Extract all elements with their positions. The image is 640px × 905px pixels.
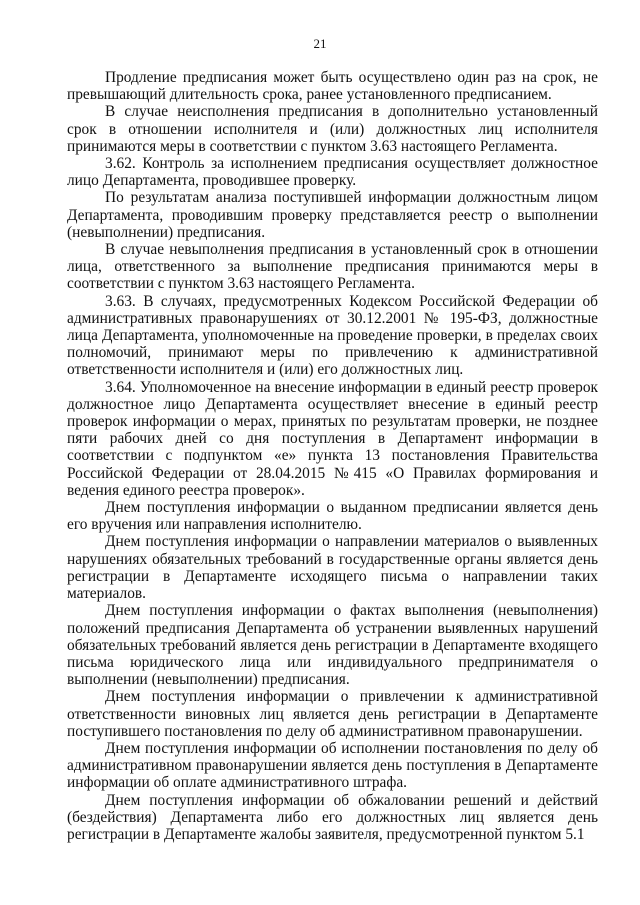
paragraph: В случае невыполнения предписания в установленный срок в отношении лица, ответственного за выполнение предписания принимаются меры в соответствии с пунктом 3.63 настоящего Регламента.	[67, 241, 598, 293]
paragraph: Днем поступления информации об обжаловании решений и действий (бездействия) Департамента либо его должностных лиц является день регистрации в Департаменте жалобы заявителя, предусмотренной пунктом 5.1	[67, 791, 598, 843]
paragraph: 3.63. В случаях, предусмотренных Кодексом Российской Федерации об административных правонарушениях от 30.12.2001 № 195-ФЗ, должностные лица Департамента, уполномоченные на проведение проверки, в пределах своих полномочий, принимают меры по привлечению к административной ответственности исполнителя и (или) его должностных лиц.	[67, 292, 598, 379]
paragraph: 3.64. Уполномоченное на внесение информации в единый реестр проверок должностное лицо Департамента осуществляет внесение в единый реестр проверок информации о мерах, принятых по результатам проверки, не позднее пяти рабочих дней со дня поступления в Департамент информации в соответствии с подпунктом «е» пункта 13 постановления Правительства Российской Федерации от 28.04.2015 №415 «О Правилах формирования и ведения единого реестра проверок».	[67, 378, 598, 499]
paragraph: Днем поступления информации о привлечении к административной ответственности виновных лиц является день регистрации в Департаменте поступившего постановления по делу об административном правонарушении.	[67, 688, 598, 740]
paragraph: В случае неисполнения предписания в дополнительно установленный срок в отношении исполнителя и (или) должностных лиц исполнителя принимаются меры в соответствии с пунктом 3.63 настоящего Регламента.	[67, 103, 598, 155]
paragraph: Днем поступления информации о направлении материалов о выявленных нарушениях обязательных требований в государственные органы является день регистрации в Департаменте исходящего письма о направлении таких материалов.	[67, 533, 598, 603]
paragraph: Продление предписания может быть осуществлено один раз на срок, не превышающий длительность срока, ранее установленного предписанием.	[67, 69, 598, 104]
body-text	[67, 69, 598, 843]
paragraph: Днем поступления информации о выданном предписании является день его вручения или направления исполнителю.	[67, 499, 598, 534]
paragraph: По результатам анализа поступившей информации должностным лицом Департамента, проводившим проверку представляется реестр о выполнении (невыполнении) предписания.	[67, 189, 598, 241]
paragraph: Днем поступления информации об исполнении постановления по делу об административном правонарушении является день поступления в Департаменте информации об оплате административного штрафа.	[67, 739, 598, 792]
page-number: 21	[313, 36, 327, 51]
paragraph: 3.62. Контроль за исполнением предписания осуществляет должностное лицо Департамента, проводившее проверку.	[67, 155, 598, 190]
paragraph: Днем поступления информации о фактах выполнения (невыполнения) положений предписания Департамента об устранении выявленных нарушений обязательных требований является день регистрации в Департаменте входящего письма юридического лица или индивидуального предпринимателя о выполнении (невыполнении) предписания.	[67, 602, 598, 689]
